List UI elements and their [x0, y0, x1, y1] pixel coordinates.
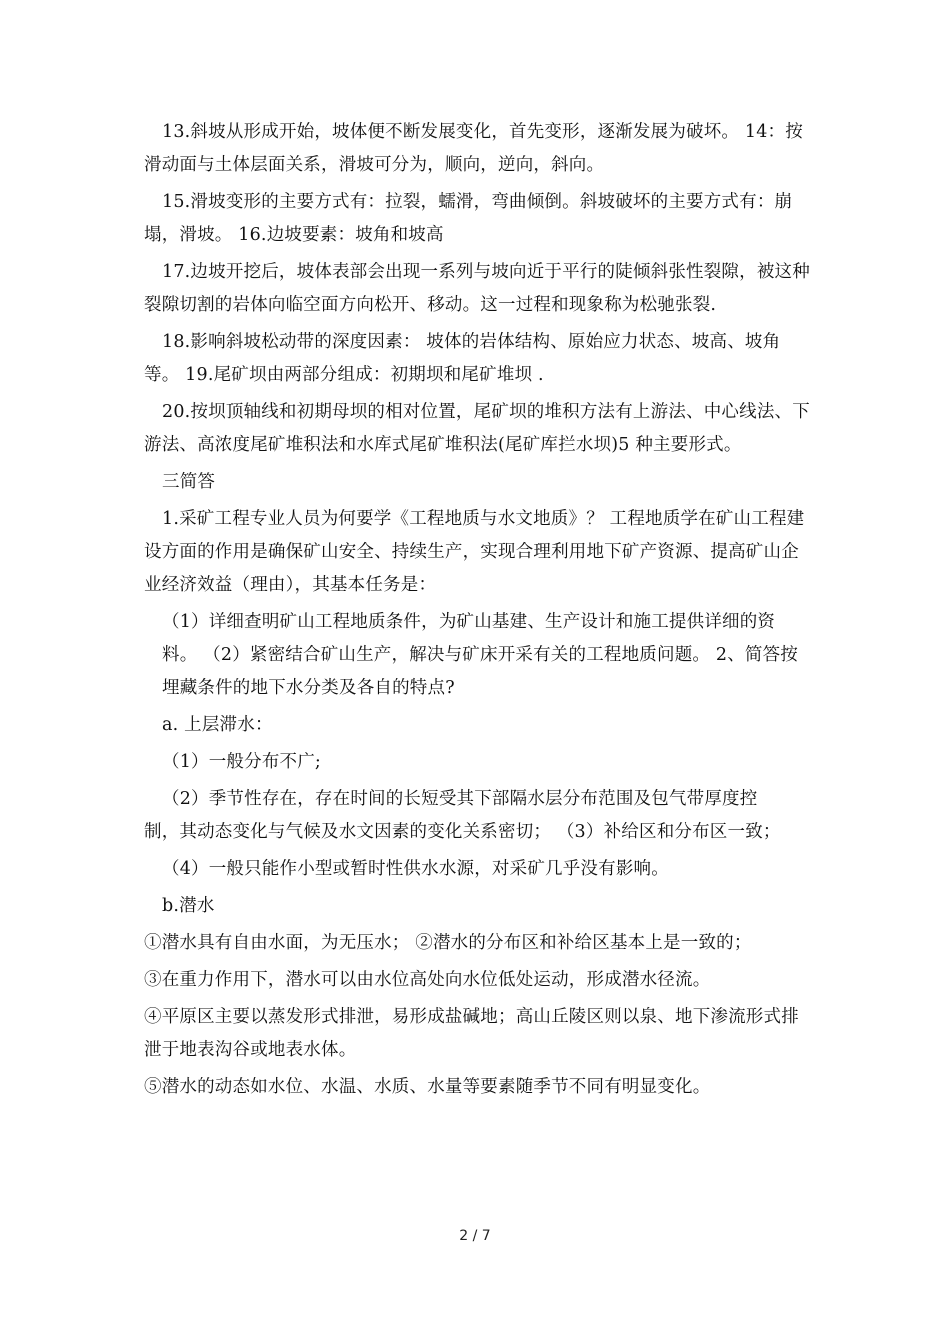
paragraph-13-14: 13.斜坡从形成开始，坡体便不断发展变化，首先变形，逐渐发展为破坏。 14：按滑动面与土体层面关系，滑坡可分为，顺向，逆向，斜向。: [144, 122, 803, 175]
paragraph-18-19: 18.影响斜坡松动带的深度因素： 坡体的岩体结构、原始应力状态、坡高、坡角等。 19.尾矿坝由两部分组成：初期坝和尾矿堆坝 .: [144, 332, 781, 385]
paragraph-15-16: 15.滑坡变形的主要方式有：拉裂，蠕滑，弯曲倾倒。斜坡破坏的主要方式有：崩塌，滑坡。 16.边坡要素：坡角和坡高: [144, 192, 793, 245]
perched-water-point-2-cont: 制，其动态变化与气候及水文因素的变化关系密切； （3）补给区和分布区一致；: [144, 822, 781, 842]
paragraph-17: 17.边坡开挖后，坡体表部会出现一系列与坡向近于平行的陡倾斜张性裂隙，被这种裂隙切割的岩体向临空面方向松开、移动。这一过程和现象称为松驰张裂.: [144, 262, 810, 315]
page-number: 2 / 7: [459, 1228, 491, 1244]
phreatic-point-3: ③在重力作用下，潜水可以由水位高处向水位低处运动，形成潜水径流。: [144, 970, 711, 990]
phreatic-point-4: ④平原区主要以蒸发形式排泄，易形成盐碱地；高山丘陵区则以泉、地下渗流形式排泄于地表沟谷或地表水体。: [144, 1007, 799, 1060]
paragraph-20: 20.按坝顶轴线和初期母坝的相对位置，尾矿坝的堆积方法有上游法、中心线法、下游法、高浓度尾矿堆积法和水库式尾矿堆积法(尾矿库拦水坝)5 种主要形式。: [144, 402, 810, 455]
perched-water-point-1: （1）一般分布不广;: [162, 752, 322, 772]
phreatic-point-1-2: ①潜水具有自由水面，为无压水； ②潜水的分布区和补给区基本上是一致的；: [144, 933, 752, 953]
question-1: 1.采矿工程专业人员为何要学《工程地质与水文地质》？ 工程地质学在矿山工程建设方面的作用是确保矿山安全、持续生产，实现合理利用地下矿产资源、提高矿山企业经济效益（理由），其基本任务是：: [144, 509, 805, 595]
subheading-phreatic-water: b.潜水: [162, 896, 215, 916]
document-body: [144, 116, 810, 1108]
perched-water-point-2: （2）季节性存在，存在时间的长短受其下部隔水层分布范围及包气带厚度控: [162, 789, 758, 809]
section-heading-short-answer: 三简答: [162, 472, 216, 492]
phreatic-point-5: ⑤潜水的动态如水位、水温、水质、水量等要素随季节不同有明显变化。: [144, 1077, 711, 1097]
perched-water-point-4: （4）一般只能作小型或暂时性供水水源，对采矿几乎没有影响。: [162, 859, 669, 879]
subheading-perched-water: a. 上层滞水：: [162, 715, 273, 735]
answer-1-tasks: （1）详细查明矿山工程地质条件，为矿山基建、生产设计和施工提供详细的资料。 （2）紧密结合矿山生产，解决与矿床开采有关的工程地质问题。 2、简答按埋藏条件的地下水分类及各自的特点?: [162, 612, 798, 698]
